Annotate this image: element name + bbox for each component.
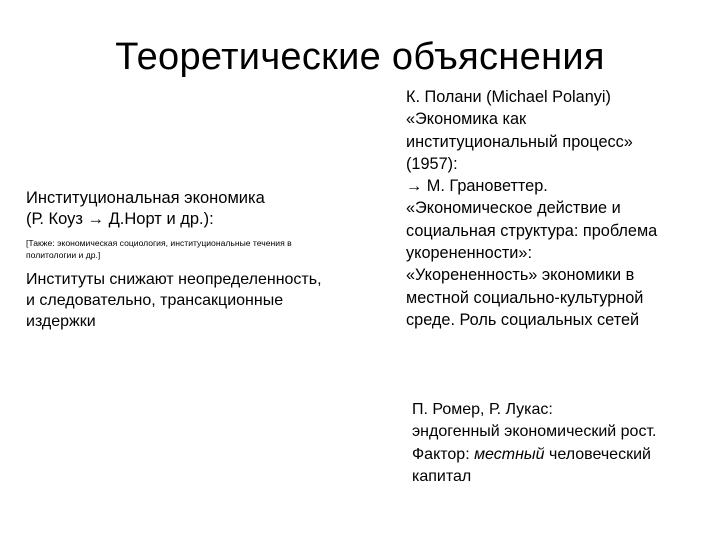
text-line: местной социально-культурной: [406, 288, 644, 307]
institutional-economics-heading: [26, 188, 386, 230]
text-line: «Экономическое действие и: [406, 199, 621, 218]
related-fields-note: [26, 237, 386, 261]
note-line: политологии и др.]: [26, 250, 101, 260]
text-line: «Экономика как: [406, 110, 527, 129]
polanyi-granovetter-block: [406, 86, 706, 331]
institutions-claim: [26, 269, 386, 332]
heading-line: Институциональная экономика: [26, 189, 265, 207]
text-line: среде. Роль социальных сетей: [406, 310, 640, 329]
local-emphasis: местный: [474, 445, 545, 463]
heading-line: (Р. Коуз → Д.Норт и др.):: [26, 210, 214, 228]
text-line: (1957):: [406, 154, 458, 173]
text-line: капитал: [412, 467, 472, 485]
factor-suffix: человеческий: [544, 445, 651, 463]
claim-line: издержки: [26, 313, 96, 330]
factor-line: [412, 444, 712, 466]
claim-line: Институты снижают неопределенность,: [26, 271, 322, 288]
factor-prefix: Фактор:: [412, 445, 475, 463]
text-line: институциональный процесс»: [406, 132, 633, 151]
text-line: К. Полани (Michael Polanyi): [406, 88, 611, 106]
romer-lucas-block: [412, 399, 712, 488]
claim-line: и следовательно, трансакционные: [26, 292, 284, 309]
text-line: → М. Грановеттер.: [406, 177, 548, 196]
text-line: «Укорененность» экономики в: [406, 266, 635, 285]
text-line: П. Ромер, Р. Лукас:: [412, 401, 553, 418]
text-line: эндогенный экономический рост.: [412, 423, 657, 441]
note-line: [Также: экономическая социология, институциональные течения в: [26, 238, 292, 248]
slide-title: Теоретические объяснения: [115, 36, 605, 78]
left-text-block: [26, 188, 386, 332]
text-line: укорененности»:: [406, 244, 532, 263]
text-line: социальная структура: проблема: [406, 221, 658, 240]
